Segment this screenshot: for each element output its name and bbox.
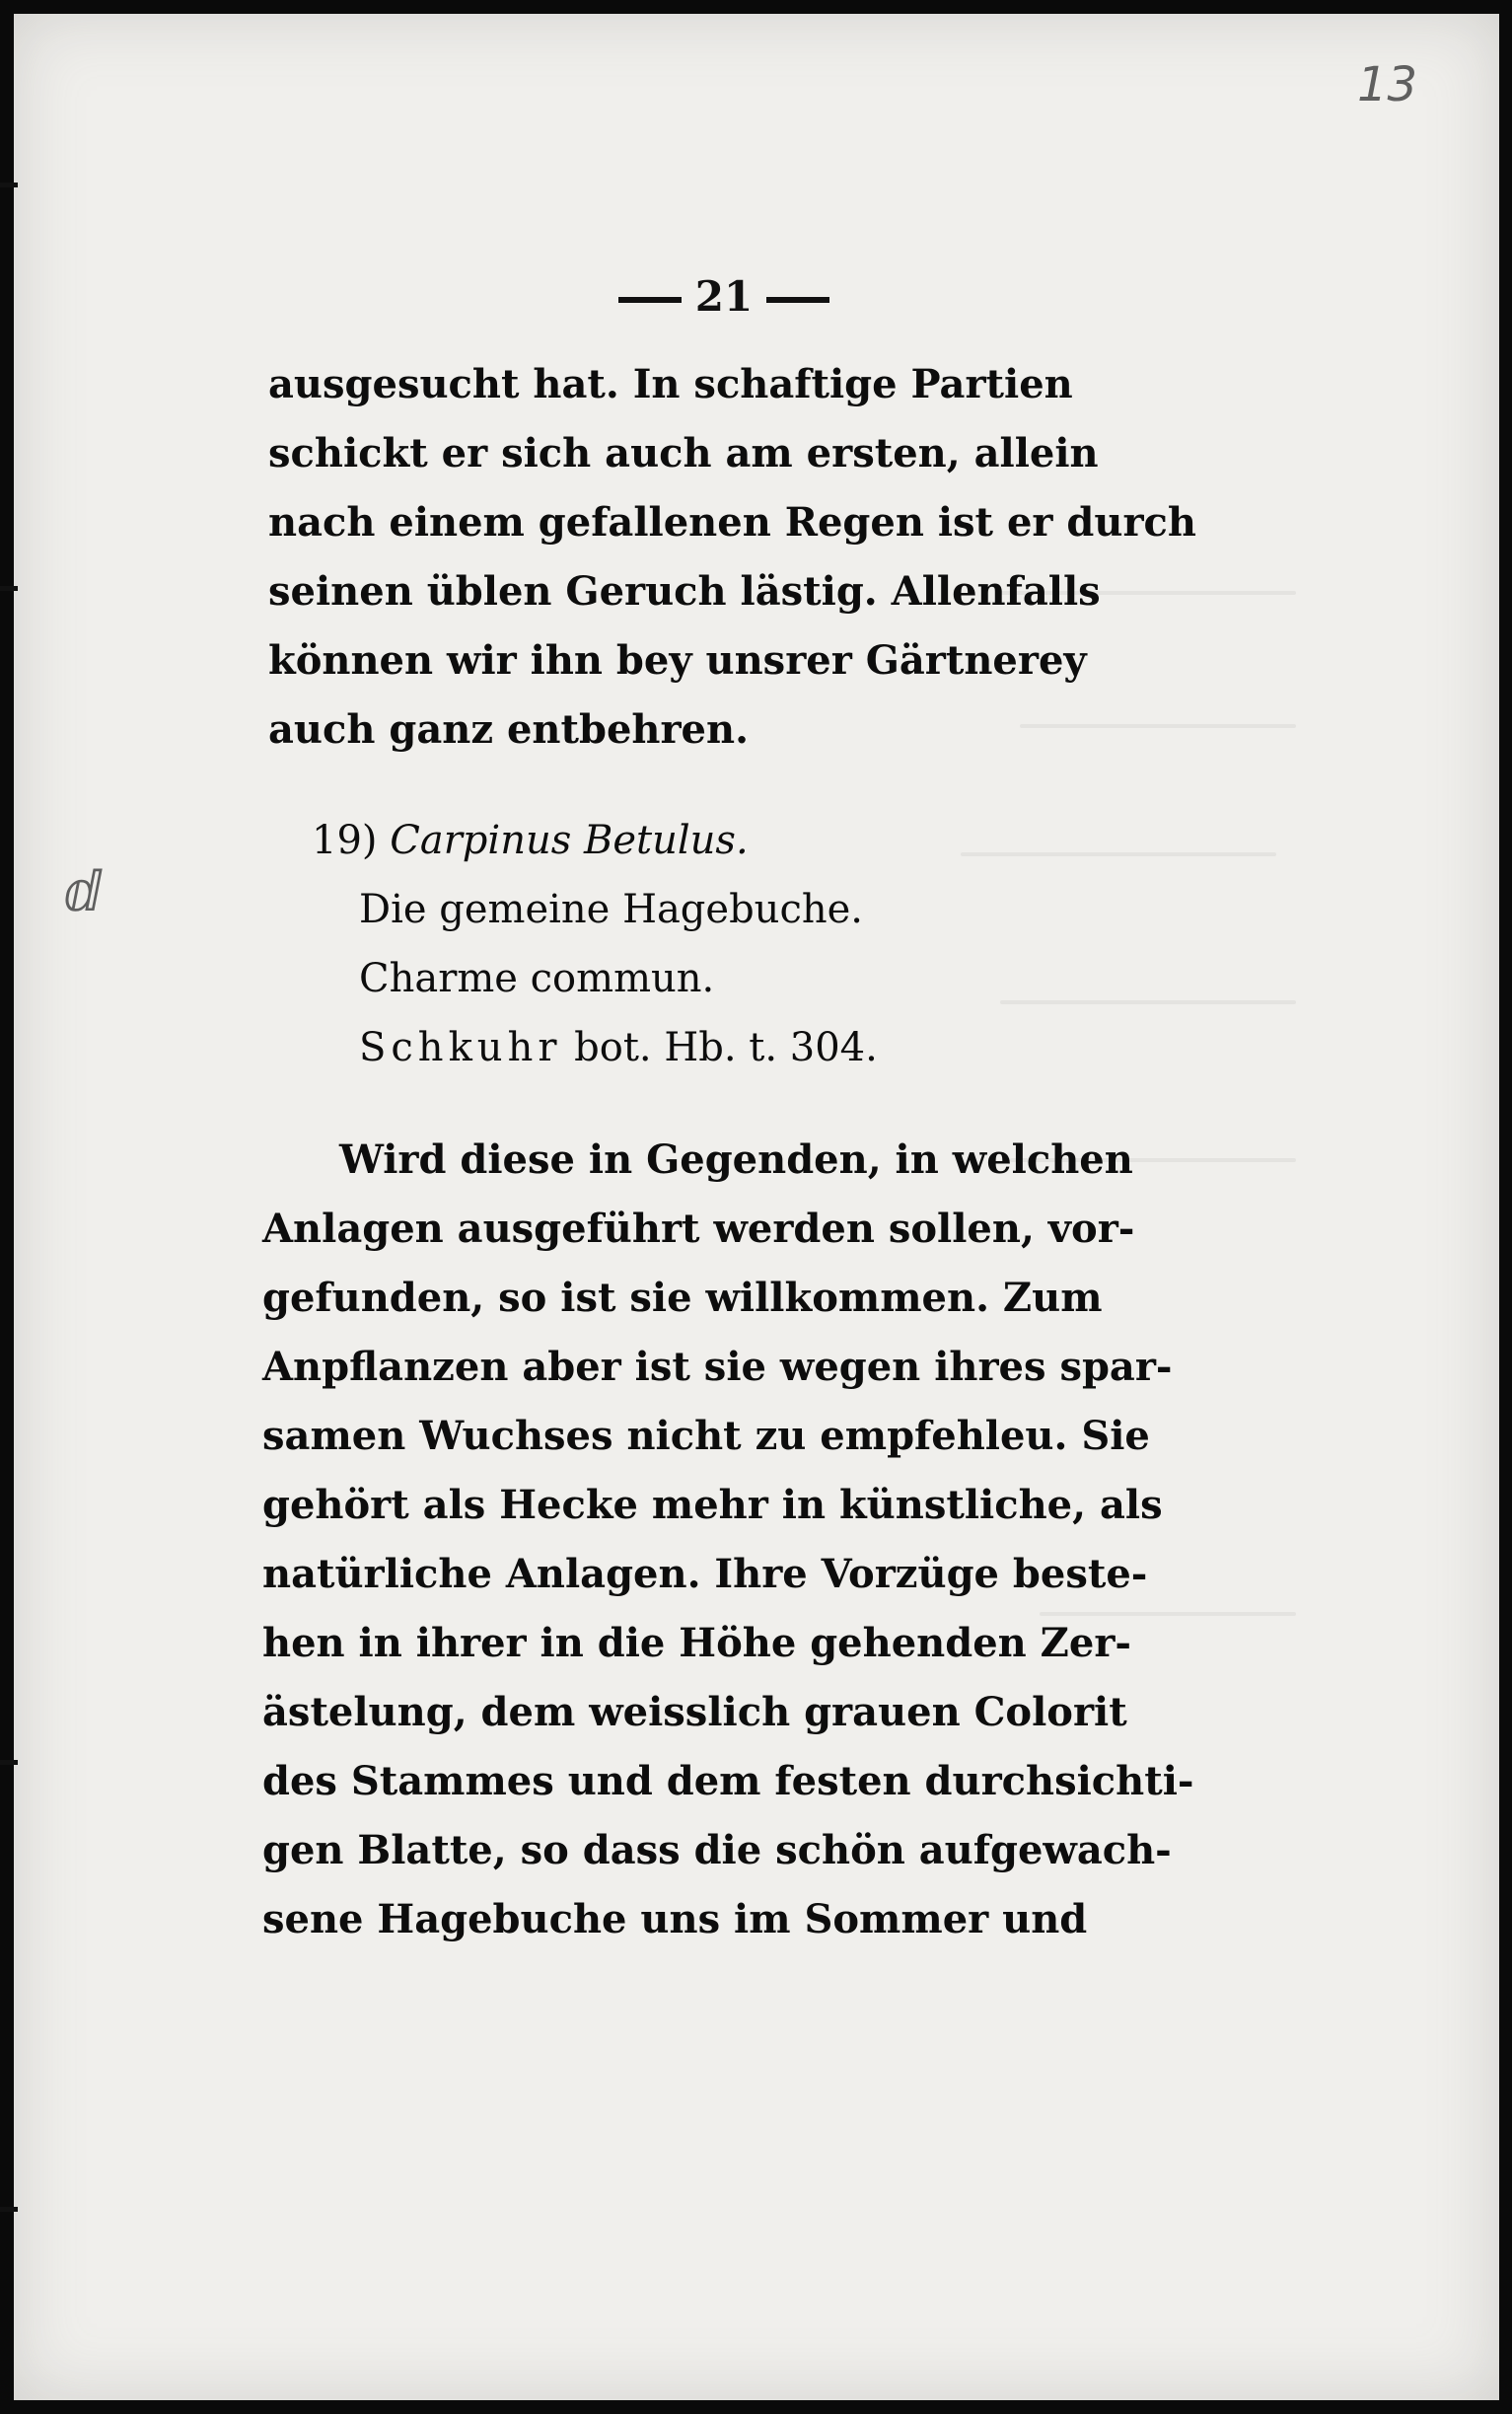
text-line: ästelung, dem weisslich grauen Colorit — [262, 1689, 1127, 1735]
book-page — [14, 14, 1499, 2400]
text-line: Anlagen ausgeführt werden sollen, vor- — [262, 1206, 1135, 1252]
text-line: können wir ihn bey unsrer Gärtnerey — [268, 637, 1087, 684]
french-name: Charme commun. — [359, 956, 715, 1001]
reference-detail: bot. Hb. t. 304. — [574, 1025, 878, 1070]
text-line: schickt er sich auch am ersten, allein — [268, 430, 1099, 476]
latin-name: Carpinus Betulus. — [390, 818, 749, 863]
entry-number: 19) — [312, 818, 378, 863]
header-dash-left — [618, 297, 682, 303]
binding-mark — [0, 174, 18, 197]
german-name: Die gemeine Hagebuche. — [359, 887, 863, 932]
reference — [359, 1025, 878, 1070]
text-line: seinen üblen Geruch lästig. Allenfalls — [268, 568, 1101, 615]
margin-pencil-mark: ⅆ — [63, 860, 103, 924]
text-line: des Stammes und dem festen durchsichti- — [262, 1758, 1194, 1804]
running-header — [566, 272, 882, 321]
binding-mark — [0, 2198, 18, 2222]
text-line: gen Blatte, so dass die schön aufgewach- — [262, 1827, 1172, 1873]
binding-mark — [0, 1751, 18, 1775]
binding-mark — [0, 577, 18, 601]
species-heading — [312, 818, 749, 863]
reference-author: Schkuhr — [359, 1025, 562, 1070]
text-line: Wird diese in Gegenden, in welchen — [339, 1136, 1133, 1183]
header-dash-right — [766, 297, 829, 303]
folio-mark: 13 — [1357, 57, 1418, 112]
text-line: gefunden, so ist sie willkommen. Zum — [262, 1275, 1103, 1321]
text-line: nach einem gefallenen Regen ist er durch — [268, 499, 1196, 546]
text-line: auch ganz entbehren. — [268, 706, 750, 753]
page-number: 21 — [694, 272, 754, 321]
text-line: gehört als Hecke mehr in künstliche, als — [262, 1482, 1163, 1528]
text-line: sene Hagebuche uns im Sommer und — [262, 1896, 1088, 1942]
text-line: ausgesucht hat. In schaftige Partien — [268, 361, 1073, 407]
text-line: natürliche Anlagen. Ihre Vorzüge beste- — [262, 1551, 1148, 1597]
text-line: Anpflanzen aber ist sie wegen ihres spar- — [262, 1344, 1173, 1390]
text-line: hen in ihrer in die Höhe gehenden Zer- — [262, 1620, 1131, 1666]
text-line: samen Wuchses nicht zu empfehleu. Sie — [262, 1413, 1150, 1459]
